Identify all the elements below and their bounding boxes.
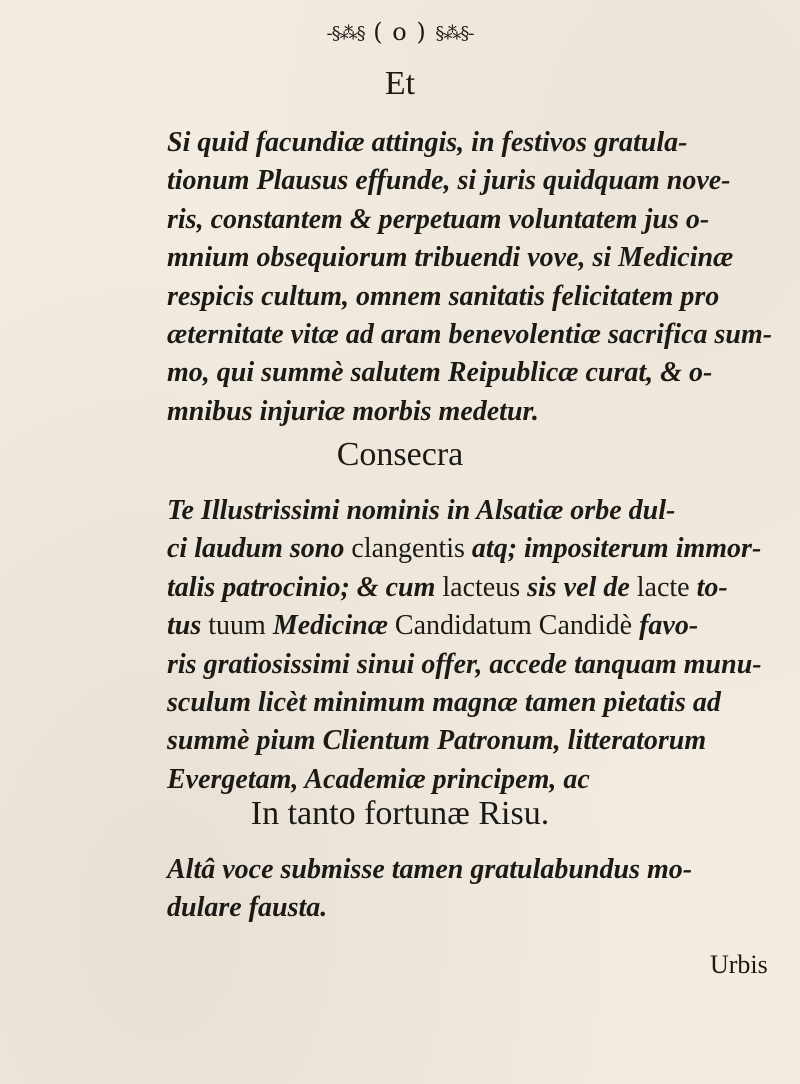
paragraph-line: Si quid facundiæ attingis, in festivos gratula- <box>167 127 688 158</box>
section-title-in-tanto: In tanto fortunæ Risu. <box>250 795 550 832</box>
paragraph-line: Evergetam, Academiæ principem, ac <box>167 763 590 795</box>
paragraph-line: dulare fausta. <box>167 892 328 924</box>
paragraph-line: ris, constantem & perpetuam voluntatem jus o- <box>167 203 710 235</box>
text-run-roman: clangentis <box>351 533 465 565</box>
paragraph-line: tionum Plausus effunde, si juris quidquam nove- <box>167 165 731 197</box>
page-number: ( o ) <box>373 18 427 46</box>
catchword: Urbis <box>710 950 768 979</box>
text-run-roman: lacte <box>636 571 690 603</box>
page-header <box>0 18 800 46</box>
paragraph-line: mo, qui summè salutem Reipublicæ curat, & o- <box>167 357 713 389</box>
paragraph-line: Te Illustrissimi nominis in Alsatiæ orbe dul- <box>167 495 676 526</box>
paragraph-line <box>167 530 767 568</box>
text-run-roman: Candidatum Candidè <box>394 610 633 642</box>
paragraph-3 <box>167 851 767 928</box>
text-run: atq; impositerum immor- <box>464 533 762 565</box>
text-run-roman: lacteus <box>442 571 521 603</box>
paragraph-line: respicis cultum, omnem sanitatis felicitatem pro <box>167 280 720 312</box>
text-run: tus <box>167 610 209 642</box>
paragraph-2 <box>167 492 767 799</box>
paragraph-line <box>167 569 767 607</box>
paragraph-line: Altâ voce submisse tamen gratulabundus mo- <box>167 854 693 885</box>
section-title-et: Et <box>384 65 416 102</box>
ornament-right-icon: §⁂§- <box>435 23 474 44</box>
text-run: to- <box>689 571 728 603</box>
paragraph-1 <box>167 124 773 431</box>
ornament-left-icon: -§⁂§ <box>326 23 365 44</box>
paragraph-line: mnium obsequiorum tribuendi vove, si Medicinæ <box>167 242 734 274</box>
text-run: Medicinæ <box>265 610 395 642</box>
paragraph-line: mnibus injuriæ morbis medetur. <box>167 395 539 427</box>
section-title-consecra: Consecra <box>336 436 464 473</box>
paragraph-line: summè pium Clientum Patronum, litteratorum <box>167 725 707 757</box>
text-run: ci laudum sono <box>167 533 352 565</box>
text-run: talis patrocinio; & cum <box>167 571 443 603</box>
paragraph-line <box>167 607 767 645</box>
text-run-roman: tuum <box>208 610 266 642</box>
text-run: favo- <box>632 610 699 642</box>
paragraph-line: æternitate vitæ ad aram benevolentiæ sacrifica sum- <box>167 319 773 351</box>
paragraph-line: sculum licèt minimum magnæ tamen pietatis ad <box>167 687 721 719</box>
paragraph-line: ris gratiosissimi sinui offer, accede tanquam munu- <box>167 648 762 680</box>
text-run: sis vel de <box>520 571 637 603</box>
